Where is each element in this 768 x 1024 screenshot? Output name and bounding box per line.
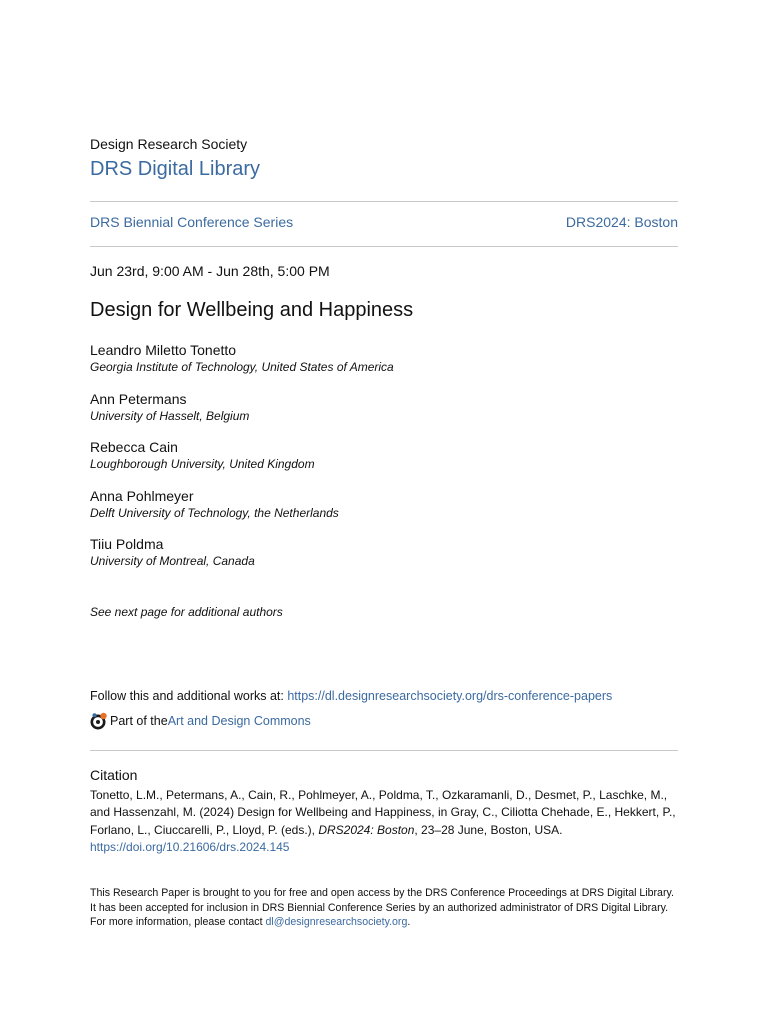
citation-text [90, 787, 678, 856]
library-link[interactable]: DRS Digital Library [90, 158, 261, 180]
author-affiliation: Delft University of Technology, the Netherlands [90, 505, 339, 520]
author-name: Leandro Miletto Tonetto [90, 342, 237, 358]
access-statement [90, 886, 678, 930]
author-affiliation: Loughborough University, United Kingdom [90, 457, 315, 471]
divider-top [90, 201, 678, 202]
contact-email-link[interactable]: dl@designresearchsociety.org [265, 916, 408, 929]
paper-title: Design for Wellbeing and Happiness [90, 299, 414, 321]
author-affiliation: University of Hasselt, Belgium [90, 408, 250, 423]
society-name: Design Research Society [90, 136, 248, 152]
author-name: Anna Pohlmeyer [90, 487, 194, 504]
access-statement-end: . [407, 916, 411, 929]
divider-series [90, 246, 678, 247]
part-of-prefix: Part of the [110, 714, 168, 728]
divider-citation [90, 750, 678, 751]
event-date: Jun 23rd, 9:00 AM - Jun 28th, 5:00 PM [90, 263, 330, 279]
additional-authors-note: See next page for additional authors [90, 605, 283, 619]
author-name: Tiiu Poldma [90, 536, 164, 552]
author-name: Rebecca Cain [90, 439, 178, 455]
author-name: Ann Petermans [90, 390, 187, 407]
citation-part-a: Tonetto, L.M., Petermans, A., Cain, R., Pohlmeyer, A., Poldma, T., Ozkaramanli, D., Desmet, P., Laschke, M., and Hassenzahl, M. (2024) Design for Wellbeing and Happiness, in Gray, C., Ciliotta Chehade, E., Hekkert, P., Forlano, L., Ciuccarelli, P., Lloyd, P. (eds.), [90, 788, 676, 837]
collection-link[interactable]: https://dl.designresearchsociety.org/drs-conference-papers [287, 689, 613, 703]
author-affiliation: University of Montreal, Canada [90, 554, 255, 568]
author-entry [90, 341, 678, 390]
author-entry [90, 535, 678, 584]
citation-part-b: , 23–28 June, Boston, USA. [414, 822, 563, 837]
author-entry [90, 438, 678, 487]
conference-link[interactable]: DRS2024: Boston [565, 214, 678, 230]
author-entry [90, 390, 678, 439]
citation-proceedings: DRS2024: Boston [318, 822, 415, 837]
commons-link[interactable]: Art and Design Commons [167, 714, 311, 728]
author-list [90, 341, 678, 584]
follow-line [90, 689, 612, 703]
author-entry [90, 487, 678, 536]
part-of-line [90, 712, 311, 730]
access-statement-text: This Research Paper is brought to you for free and open access by the DRS Conference Proceedings at DRS Digital Library. It has been accepted for inclusion in DRS Biennial Conference Series by an authorized administrator of DRS Digital Library. For more information, please contact [90, 887, 674, 929]
digital-commons-icon [90, 712, 108, 730]
series-row [90, 214, 678, 230]
series-link[interactable]: DRS Biennial Conference Series [90, 214, 294, 230]
citation-heading: Citation [90, 767, 138, 783]
author-affiliation: Georgia Institute of Technology, United States of America [90, 360, 394, 374]
follow-prefix: Follow this and additional works at: [90, 689, 288, 703]
doi-link[interactable]: https://doi.org/10.21606/drs.2024.145 [90, 839, 290, 854]
